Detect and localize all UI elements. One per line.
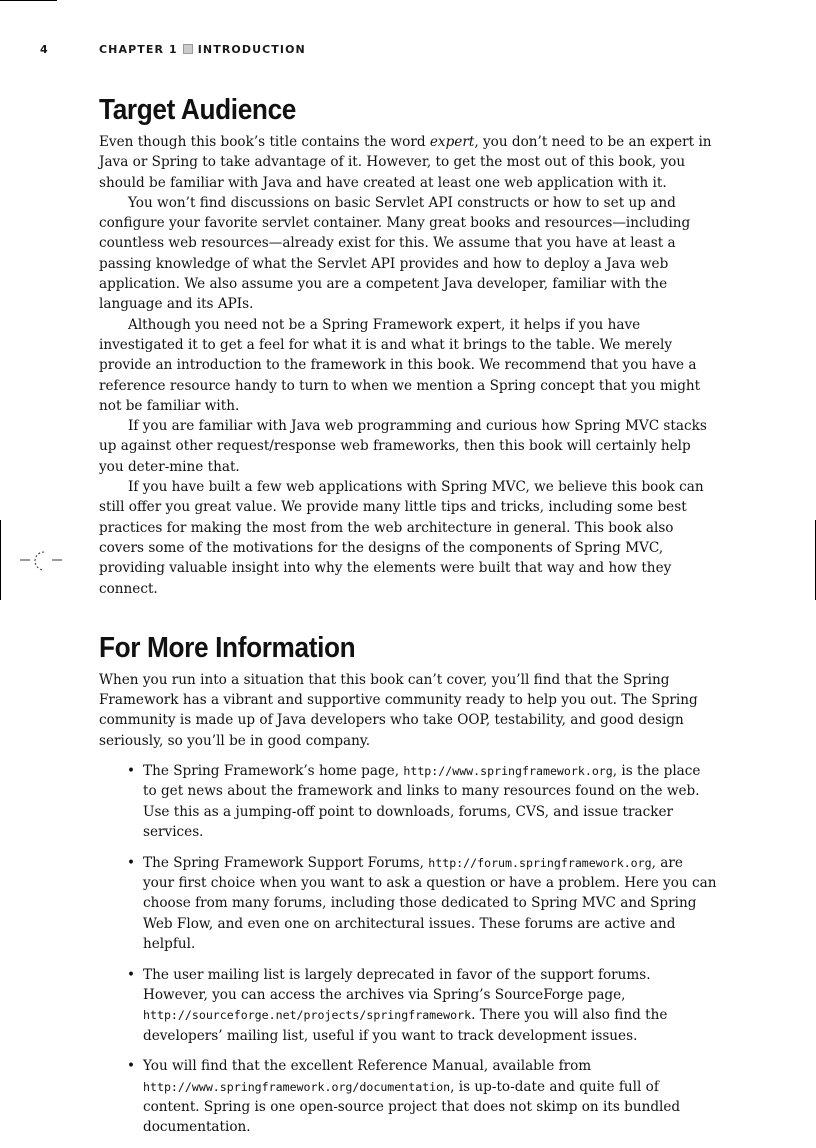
crop-mark-top-left bbox=[0, 0, 57, 1]
paragraph: If you have built a few web applications with Spring MVC, we believe this book can still offer you great value. We provide many little tips and tricks, including some best practices for making the most from the web architecture in general. This book also covers some of the motivations for the designs of the components of Spring MVC, providing valuable insight into why the elements were built that way and how they connect. bbox=[99, 479, 704, 597]
url-link[interactable]: http://www.springframework.org/documentation bbox=[143, 1079, 451, 1094]
paragraph bbox=[99, 132, 717, 193]
page-body bbox=[99, 94, 717, 1148]
square-separator-icon bbox=[183, 44, 193, 54]
chapter-number: CHAPTER 1 bbox=[99, 43, 178, 56]
paragraph: Although you need not be a Spring Framework expert, it helps if you have investigated it to get a feel for what it is and what it brings to the table. We merely provide an introduction to the framework in this book. We recommend that you have a reference resource handy to turn to when we mention a Spring concept that you might not be familiar with. bbox=[99, 316, 701, 414]
url-link[interactable]: http://forum.springframework.org bbox=[428, 855, 652, 870]
section-heading-target-audience: Target Audience bbox=[99, 94, 296, 126]
text-run: , is up-to-date and quite full of content. Spring is one open-source project that does not skimp on its bundled documentation. bbox=[143, 1078, 681, 1136]
paragraph: When you run into a situation that this book can’t cover, you’ll find that the Spring Framework has a vibrant and supportive community ready to help you out. The Spring community is made up of Java developers who take OOP, testability, and good design seriously, so you’ll be in good company. bbox=[99, 671, 698, 749]
list-item bbox=[99, 853, 717, 954]
text-run: . There you will also find the developers’ mailing list, useful if you want to track development issues. bbox=[143, 1007, 668, 1044]
list-item bbox=[99, 965, 717, 1046]
crop-mark-left-upper bbox=[0, 520, 1, 600]
text-run: You will find that the excellent Reference Manual, available from bbox=[143, 1058, 592, 1075]
text-run: , you don’t need to be an expert in Java or Spring to take advantage of it. However, to get the most out of this book, you should be familiar with Java and have created at least one web application with it. bbox=[99, 134, 712, 191]
section-heading-more-information: For More Information bbox=[99, 631, 356, 664]
text-run: , is the place to get news about the framework and links to many resources found on the web. Use this as a jumping-off point to downloads, forums, CVS, and issue tracker services. bbox=[143, 763, 701, 840]
registration-mark-icon bbox=[20, 546, 64, 576]
chapter-title: INTRODUCTION bbox=[197, 43, 306, 56]
paragraph: If you are familiar with Java web programming and curious how Spring MVC stacks up against other request/response web frameworks, then this book will certainly help you deter-mine that. bbox=[99, 418, 707, 475]
text-run: The Spring Framework Support Forums, bbox=[143, 854, 429, 871]
resource-list bbox=[99, 761, 717, 1138]
paragraph: You won’t find discussions on basic Servlet API constructs or how to set up and configure your favorite servlet container. Many great books and resources—including countless web resources—already exist for this. We assume that you have at least a passing knowledge of what the Servlet API provides and how to deploy a Java web application. We also assume you are a competent Java developer, familiar with the language and its APIs. bbox=[99, 194, 691, 313]
text-run: The user mailing list is largely deprecated in favor of the support forums. However, you can access the archives via Spring’s SourceForge page, bbox=[143, 966, 651, 1003]
url-link[interactable]: http://www.springframework.org bbox=[403, 764, 613, 779]
text-run: , are your first choice when you want to ask a question or have a problem. Here you can choose from many forums, including those dedicated to Spring MVC and Spring Web Flow, and even one on architectural issues. These forums are active and helpful. bbox=[143, 854, 717, 952]
chapter-label bbox=[99, 43, 306, 56]
list-item bbox=[99, 761, 717, 842]
text-run: The Spring Framework’s home page, bbox=[143, 763, 404, 780]
emphasis: expert bbox=[429, 134, 475, 150]
url-link[interactable]: http://sourceforge.net/projects/springframework bbox=[143, 1008, 472, 1023]
page-number: 4 bbox=[40, 43, 49, 56]
text-run: Even though this book’s title contains the word bbox=[99, 134, 430, 150]
list-item bbox=[99, 1056, 717, 1137]
